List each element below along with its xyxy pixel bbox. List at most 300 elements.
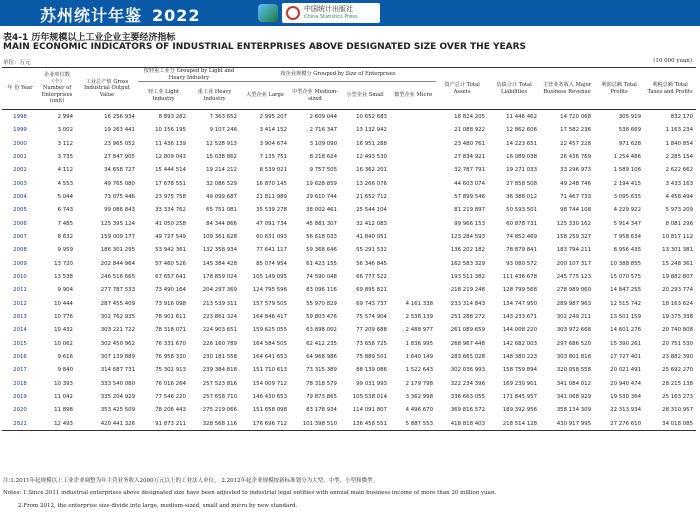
value-cell: 18 824 205: [454, 113, 486, 120]
value-cell: 9 616: [57, 354, 73, 361]
value-cell: 7 135 751: [259, 153, 287, 160]
value-cell: 10 388 855: [610, 260, 642, 267]
value-cell: 148 380 223: [502, 354, 538, 361]
value-cell: 3 109 090: [309, 140, 337, 147]
value-cell: 2 994: [57, 113, 73, 120]
year-cell: 2002: [13, 167, 27, 174]
value-cell: 13 266 076: [356, 180, 387, 187]
value-cell: [390, 110, 436, 124]
value-cell: 84 344 866: [206, 220, 237, 227]
value-cell: 11 446 462: [506, 113, 538, 120]
value-cell: 13 538: [54, 273, 73, 280]
unit-label-en: (10 000 yuan): [653, 58, 692, 64]
value-cell: 22 457 228: [560, 140, 592, 147]
table-row: [2, 350, 696, 363]
value-cell: 8 956 435: [613, 247, 642, 254]
value-cell: 38 002 461: [306, 207, 337, 214]
value-cell: 3 362 998: [405, 394, 434, 401]
value-cell: 3 904 674: [259, 140, 287, 147]
year-cell: 2014: [13, 327, 27, 334]
value-cell: 7 485: [57, 220, 73, 227]
value-cell: 91 873 211: [138, 417, 189, 431]
value-cell: 2 716 347: [309, 127, 337, 134]
note-en-2: 2.From 2012, the enterprise size divide into large, medium-sized, small and micro by new standard.: [18, 503, 298, 509]
value-cell: 15 390 261: [610, 340, 642, 347]
value-cell: 303 801 818: [556, 354, 592, 361]
value-cell: 23 965 052: [104, 140, 135, 147]
value-cell: 27 858 508: [506, 180, 538, 187]
value-cell: 19 214 212: [206, 167, 237, 174]
value-cell: 4 161 338: [405, 300, 434, 307]
value-cell: 151 658 098: [252, 407, 287, 414]
value-cell: 10 432: [54, 327, 73, 334]
value-cell: 333 540 080: [100, 380, 135, 387]
value-cell: 12 809 043: [155, 153, 186, 160]
value-cell: 62 412 235: [306, 340, 337, 347]
publisher-seal-icon: [286, 6, 300, 20]
value-cell: 20 740 808: [662, 327, 694, 334]
table-row: [2, 297, 696, 310]
value-cell: 14 601 276: [610, 327, 642, 334]
value-cell: 2 488 977: [405, 327, 434, 334]
value-cell: 314 687 731: [100, 367, 135, 374]
value-cell: 246 516 665: [100, 273, 135, 280]
value-cell: 56 346 845: [356, 260, 387, 267]
value-cell: 17 582 236: [560, 127, 592, 134]
value-cell: 303 972 668: [556, 327, 592, 334]
table-row: [2, 110, 696, 124]
value-cell: 32 086 529: [206, 180, 237, 187]
value-cell: [390, 270, 436, 283]
value-cell: 78 901 611: [155, 314, 186, 321]
value-cell: 144 008 220: [502, 327, 538, 334]
col-assets: 资产总计 Total Assets: [444, 82, 480, 95]
value-cell: 6 743: [57, 207, 73, 214]
value-cell: 99 966 153: [454, 220, 486, 227]
value-cell: 73 075 446: [104, 193, 135, 200]
value-cell: 328 568 116: [189, 417, 240, 431]
value-cell: 257 523 816: [202, 380, 237, 387]
table-row: [2, 124, 696, 137]
value-cell: 1 254 486: [613, 153, 642, 160]
value-cell: 123 284 593: [450, 233, 486, 240]
value-cell: 47 091 734: [256, 220, 287, 227]
table-row: [2, 404, 696, 417]
value-cell: 10 776: [54, 314, 73, 321]
value-cell: 76 958 330: [155, 354, 186, 361]
value-cell: 358 134 309: [556, 407, 592, 414]
value-cell: 9 840: [57, 367, 73, 374]
table-title-en: MAIN ECONOMIC INDICATORS OF INDUSTRIAL ENTERPRISES ABOVE DESIGNATED SIZE OVER THE YEARS: [3, 42, 527, 52]
value-cell: 283 665 028: [450, 354, 486, 361]
value-cell: 28 215 138: [662, 380, 694, 387]
value-cell: 12 493 530: [356, 153, 387, 160]
value-cell: 4 229 922: [613, 207, 642, 214]
value-cell: 10 062: [54, 340, 73, 347]
year-cell: 2020: [13, 407, 27, 414]
value-cell: 10 817 112: [662, 233, 694, 240]
value-cell: 369 816 572: [450, 407, 486, 414]
value-cell: 99 031 993: [356, 380, 387, 387]
value-cell: 88 139 086: [356, 367, 387, 374]
value-cell: 15 444 514: [155, 167, 186, 174]
value-cell: 1 163 234: [665, 127, 694, 134]
value-cell: 430 917 995: [540, 417, 594, 431]
value-cell: 178 859 024: [202, 273, 237, 280]
value-cell: 278 989 060: [556, 287, 592, 294]
value-cell: 23 480 761: [454, 140, 486, 147]
value-cell: 13 132 942: [356, 127, 387, 134]
value-cell: 13 501 159: [610, 314, 642, 321]
value-cell: 335 204 929: [100, 394, 135, 401]
value-cell: 320 058 558: [556, 367, 592, 374]
value-cell: 189 392 956: [502, 407, 538, 414]
value-cell: 27 847 905: [104, 153, 135, 160]
value-cell: 124 795 596: [252, 287, 287, 294]
value-cell: 36 388 012: [506, 193, 538, 200]
year-cell: 2016: [13, 354, 27, 361]
value-cell: 14 223 651: [506, 140, 538, 147]
value-cell: 12 528 913: [206, 140, 237, 147]
value-cell: 35 539 278: [256, 207, 287, 214]
year-cell: 2001: [13, 153, 27, 160]
value-cell: 268 967 448: [450, 340, 486, 347]
year-cell: 2013: [13, 314, 27, 321]
value-cell: 176 696 712: [240, 417, 290, 431]
value-cell: 111 436 678: [502, 273, 538, 280]
value-cell: 19 271 033: [506, 167, 538, 174]
value-cell: 261 089 659: [450, 327, 486, 334]
value-cell: [390, 230, 436, 243]
value-cell: 233 314 843: [450, 300, 486, 307]
value-cell: 19 530 364: [610, 394, 642, 401]
value-cell: 336 663 055: [450, 394, 486, 401]
value-cell: 85 074 954: [256, 260, 287, 267]
year-cell: 2006: [13, 220, 27, 227]
value-cell: 307 139 889: [100, 354, 135, 361]
value-cell: 15 038 862: [206, 153, 237, 160]
value-cell: 151 710 613: [252, 367, 287, 374]
value-cell: 16 089 038: [506, 153, 538, 160]
value-cell: 2 538 139: [405, 314, 434, 321]
value-cell: 41 840 051: [356, 233, 387, 240]
value-cell: 9 757 505: [309, 167, 337, 174]
value-cell: [390, 190, 436, 203]
value-cell: 2 622 662: [665, 167, 694, 174]
value-cell: 59 803 476: [306, 314, 337, 321]
year-cell: 2004: [13, 193, 27, 200]
value-cell: 49 248 746: [560, 180, 592, 187]
value-cell: 105 149 095: [252, 273, 287, 280]
table-row: [2, 310, 696, 323]
value-cell: 21 811 989: [256, 193, 287, 200]
value-cell: 2 285 154: [665, 153, 694, 160]
value-cell: 420 441 326: [76, 417, 138, 431]
year-cell: 2015: [13, 340, 27, 347]
value-cell: 71 467 733: [560, 193, 592, 200]
value-cell: 1 840 854: [665, 140, 694, 147]
value-cell: 41 050 258: [155, 220, 186, 227]
value-cell: 305 919: [618, 113, 642, 120]
value-cell: 204 297 369: [202, 287, 237, 294]
value-cell: 12 493: [38, 417, 76, 431]
value-cell: 322 234 396: [450, 380, 486, 387]
table-row: [2, 337, 696, 350]
value-cell: [390, 257, 436, 270]
table-row: [2, 150, 696, 163]
value-cell: 11 898: [54, 407, 73, 414]
col-small: 小型企业 Small: [346, 92, 384, 99]
year-cell: 2010: [13, 273, 27, 280]
year-cell: 2009: [13, 260, 27, 267]
value-cell: 158 259 327: [556, 233, 592, 240]
col-medium: 中型企业 Medium-sized: [292, 89, 338, 102]
value-cell: 55 970 829: [306, 300, 337, 307]
value-cell: 78 879 841: [506, 247, 538, 254]
value-cell: 239 384 818: [202, 367, 237, 374]
value-cell: 19 882 807: [662, 273, 694, 280]
value-cell: 164 846 417: [252, 314, 287, 321]
publisher-logo: 中国统计出版社 China Statistics Press: [282, 3, 380, 23]
value-cell: 125 395 124: [100, 220, 135, 227]
value-cell: [390, 164, 436, 177]
value-cell: 17 678 551: [155, 180, 186, 187]
value-cell: 224 903 651: [202, 327, 237, 334]
value-cell: 34 018 085: [644, 417, 696, 431]
value-cell: 20 940 474: [610, 380, 642, 387]
value-cell: 60 878 731: [506, 220, 538, 227]
value-cell: 27 834 921: [454, 153, 486, 160]
value-cell: 49 765 080: [104, 180, 135, 187]
col-micro: 微型企业 Micro: [394, 92, 432, 99]
value-cell: 25 544 104: [356, 207, 387, 214]
value-cell: 73 658 725: [356, 340, 387, 347]
value-cell: 44 603 074: [454, 180, 486, 187]
value-cell: 32 412 083: [356, 220, 387, 227]
value-cell: 145 384 428: [202, 260, 237, 267]
value-cell: 9 107 246: [209, 127, 237, 134]
value-cell: [390, 137, 436, 150]
value-cell: 79 873 865: [306, 394, 337, 401]
note-en-1: Notes: 1.Since 2011 industrial enterprises above designated size have been adjusted to industrial legal entities with annual main business income of more than 20 million yuan.: [3, 490, 497, 496]
value-cell: 11 042: [54, 394, 73, 401]
table-row: [2, 324, 696, 337]
value-cell: 2 995 207: [259, 113, 287, 120]
value-cell: 1 522 643: [405, 367, 434, 374]
value-cell: 73 490 164: [155, 287, 186, 294]
value-cell: 33 296 973: [560, 167, 592, 174]
value-cell: 67 657 641: [155, 273, 186, 280]
value-cell: 341 068 929: [556, 394, 592, 401]
value-cell: 257 658 710: [202, 394, 237, 401]
value-cell: 59 368 646: [306, 247, 337, 254]
year-cell: 2005: [13, 207, 27, 214]
table-row: [2, 270, 696, 283]
table-row: [2, 364, 696, 377]
value-cell: 16 951 288: [356, 140, 387, 147]
value-cell: 74 852 469: [506, 233, 538, 240]
value-cell: 73 315 389: [306, 367, 337, 374]
value-cell: 23 882 390: [662, 354, 694, 361]
value-cell: 4 458 494: [665, 193, 694, 200]
value-cell: 183 794 211: [556, 247, 592, 254]
value-cell: 15 070 575: [610, 273, 642, 280]
value-cell: 418 818 403: [436, 417, 488, 431]
year-cell: 2007: [13, 233, 27, 240]
value-cell: 303 221 722: [100, 327, 135, 334]
col-large: 大型企业 Large: [246, 92, 284, 99]
value-cell: 5 044: [57, 193, 73, 200]
value-cell: 8 632: [57, 233, 73, 240]
value-cell: 78 318 579: [306, 380, 337, 387]
value-cell: 98 744 108: [560, 207, 592, 214]
value-cell: 157 579 505: [252, 300, 287, 307]
value-cell: 57 899 546: [454, 193, 486, 200]
value-cell: 16 362 201: [356, 167, 387, 174]
value-cell: 218 219 248: [450, 287, 486, 294]
value-cell: 105 538 014: [352, 394, 387, 401]
note-cn: 注:1.2011年起规模以上工业企业调整为年主营业务收入2000万元以上的工业法人单位。 2.2012年起企业规模按新标准划分为大型、中型、小型和微型。: [3, 478, 379, 484]
value-cell: 832 170: [670, 113, 694, 120]
col-output: 工业总产值 Gross Industrial Output Value: [84, 78, 130, 98]
value-cell: 3 433 163: [665, 180, 694, 187]
value-cell: 302 450 962: [100, 340, 135, 347]
value-cell: 78 206 443: [155, 407, 186, 414]
value-cell: 10 393: [54, 380, 73, 387]
value-cell: 20 293 774: [662, 287, 694, 294]
value-cell: 64 968 986: [306, 354, 337, 361]
value-cell: 200 107 317: [556, 260, 592, 267]
value-cell: 289 987 963: [556, 300, 592, 307]
value-cell: 223 861 324: [202, 314, 237, 321]
table-row: [2, 137, 696, 150]
value-cell: 69 895 821: [356, 287, 387, 294]
col-group-light-heavy: 按轻重工业分 Grouped by Light and Heavy Industry: [138, 68, 240, 82]
value-cell: 162 583 329: [450, 260, 486, 267]
unit-label-cn: 单位：万元: [3, 60, 31, 66]
value-cell: 218 514 128: [488, 417, 540, 431]
value-cell: 3 112: [57, 140, 73, 147]
value-cell: 8 081 296: [665, 220, 694, 227]
year-cell: 1998: [13, 113, 27, 120]
value-cell: 99 086 843: [104, 207, 135, 214]
value-cell: 49 099 687: [206, 193, 237, 200]
value-cell: 20 751 530: [662, 340, 694, 347]
value-cell: 60 631 093: [256, 233, 287, 240]
value-cell: 19 628 859: [306, 180, 337, 187]
value-cell: 4 553: [57, 180, 73, 187]
value-cell: 245 775 123: [556, 273, 592, 280]
value-cell: 8 218 624: [309, 153, 337, 160]
value-cell: 32 787 791: [454, 167, 486, 174]
col-revenue: 主营业务收入 Major Business Revenue: [542, 82, 592, 95]
value-cell: 81 219 897: [454, 207, 486, 214]
value-cell: 66 777 522: [356, 273, 387, 280]
value-cell: 202 844 964: [100, 260, 135, 267]
value-cell: 56 618 033: [306, 233, 337, 240]
value-cell: 61 423 155: [306, 260, 337, 267]
value-cell: 101 398 510: [290, 417, 340, 431]
value-cell: 10 444: [54, 300, 73, 307]
value-cell: 8 893 282: [158, 113, 186, 120]
value-cell: 277 787 533: [100, 287, 135, 294]
value-cell: 77 641 117: [256, 247, 287, 254]
value-cell: 302 249 211: [556, 314, 592, 321]
value-cell: 4 496 670: [405, 407, 434, 414]
year-cell: 2011: [13, 287, 27, 294]
value-cell: 143 233 671: [502, 314, 538, 321]
value-cell: 12 862 606: [506, 127, 538, 134]
table-row: [2, 177, 696, 190]
year-cell: 2018: [13, 380, 27, 387]
value-cell: 69 743 737: [356, 300, 387, 307]
value-cell: 75 302 913: [155, 367, 186, 374]
col-profits: 利润总额 Total Profits: [601, 82, 637, 95]
value-cell: 134 747 950: [502, 300, 538, 307]
value-cell: 3 735: [57, 153, 73, 160]
value-cell: 11 436 139: [155, 140, 186, 147]
value-cell: 142 682 003: [502, 340, 538, 347]
table-row: [2, 257, 696, 270]
year-cell: 1999: [13, 127, 27, 134]
value-cell: 19 375 338: [662, 314, 694, 321]
header-banner: [0, 0, 700, 26]
value-cell: 230 181 558: [202, 354, 237, 361]
year-cell: 2000: [13, 140, 27, 147]
year-cell: 2003: [13, 180, 27, 187]
value-cell: 21 088 922: [454, 127, 486, 134]
value-cell: 83 178 934: [306, 407, 337, 414]
value-cell: 1 836 995: [405, 340, 434, 347]
value-cell: 125 330 162: [556, 220, 592, 227]
value-cell: 13 301 381: [662, 247, 694, 254]
value-cell: 287 455 409: [100, 300, 135, 307]
value-cell: 353 425 509: [100, 407, 135, 414]
value-cell: 159 009 177: [100, 233, 135, 240]
value-cell: 7 958 634: [613, 233, 642, 240]
value-cell: 158 759 894: [502, 367, 538, 374]
value-cell: 341 084 012: [556, 380, 592, 387]
value-cell: 83 096 116: [306, 287, 337, 294]
value-cell: 164 641 653: [252, 354, 287, 361]
value-cell: 154 009 712: [252, 380, 287, 387]
value-cell: 19 263 441: [104, 127, 135, 134]
value-cell: 27 276 610: [594, 417, 644, 431]
table-title-cn: 表4-1 历年规模以上工业企业主要经济指标: [3, 33, 176, 43]
value-cell: 15 248 361: [662, 260, 694, 267]
value-cell: 53 942 361: [155, 247, 186, 254]
value-cell: 26 436 769: [560, 153, 592, 160]
value-cell: 55 291 532: [356, 247, 387, 254]
value-cell: 33 334 762: [155, 207, 186, 214]
col-taxes: 利税总额 Total Taxes and Profits: [647, 82, 693, 95]
value-cell: 14 720 068: [560, 113, 592, 120]
value-cell: 13 720: [54, 260, 73, 267]
value-cell: 22 313 934: [610, 407, 642, 414]
table-row: [2, 230, 696, 243]
value-cell: 3 414 152: [259, 127, 287, 134]
value-cell: 136 202 182: [450, 247, 486, 254]
value-cell: [390, 177, 436, 190]
value-cell: 8 539 021: [259, 167, 287, 174]
value-cell: 213 539 311: [202, 300, 237, 307]
value-cell: 186 301 295: [100, 247, 135, 254]
value-cell: 114 091 807: [352, 407, 387, 414]
table-row: [2, 204, 696, 217]
value-cell: 10 652 683: [356, 113, 387, 120]
col-year: 年 份 Year: [7, 85, 33, 92]
value-cell: 34 658 727: [104, 167, 135, 174]
